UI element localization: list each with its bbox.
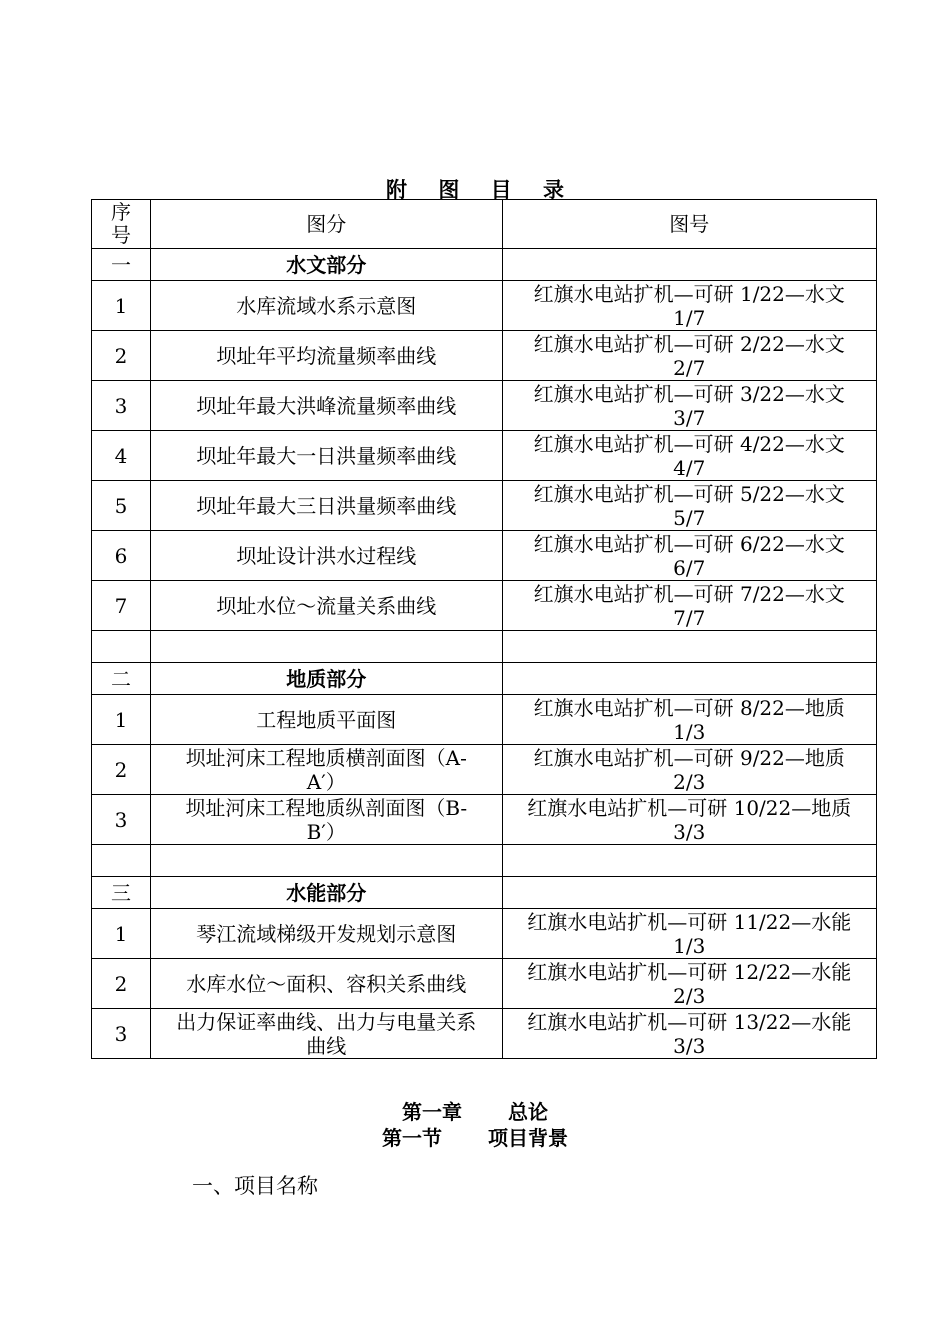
- section-heading: [0, 1122, 950, 1151]
- row-seq: 5: [92, 481, 151, 531]
- table-row: [92, 531, 877, 581]
- header-code: 图号: [502, 200, 877, 249]
- row-seq: 3: [92, 381, 151, 431]
- table-row: [92, 581, 877, 631]
- table-row: [92, 281, 877, 331]
- row-seq: 1: [92, 695, 151, 745]
- empty-row: [92, 845, 877, 877]
- row-name: 坝址年最大一日洪量频率曲线: [151, 431, 502, 481]
- appendix-table: [91, 199, 877, 1059]
- row-name: 坝址年最大洪峰流量频率曲线: [151, 381, 502, 431]
- row-name: 坝址水位～流量关系曲线: [151, 581, 502, 631]
- header-seq: 序号: [92, 200, 151, 249]
- row-name: 水库流域水系示意图: [151, 281, 502, 331]
- row-code: 红旗水电站扩机—可研 11/22—水能 1/3: [502, 909, 877, 959]
- row-name: 琴江流域梯级开发规划示意图: [151, 909, 502, 959]
- table-row: [92, 381, 877, 431]
- section-name-heading: 项目背景: [488, 1126, 568, 1150]
- row-seq: 3: [92, 1009, 151, 1059]
- row-code: 红旗水电站扩机—可研 9/22—地质 2/3: [502, 745, 877, 795]
- row-code: 红旗水电站扩机—可研 1/22—水文 1/7: [502, 281, 877, 331]
- title-char: 录: [542, 178, 564, 202]
- table-row: [92, 745, 877, 795]
- row-code: 红旗水电站扩机—可研 5/22—水文 5/7: [502, 481, 877, 531]
- row-code: 红旗水电站扩机—可研 6/22—水文 6/7: [502, 531, 877, 581]
- title-char: 附: [386, 178, 408, 202]
- section-seq: 三: [92, 877, 151, 909]
- row-code: 红旗水电站扩机—可研 2/22—水文 2/7: [502, 331, 877, 381]
- row-seq: 2: [92, 959, 151, 1009]
- row-code: 红旗水电站扩机—可研 8/22—地质 1/3: [502, 695, 877, 745]
- row-seq: 2: [92, 331, 151, 381]
- table-row: [92, 1009, 877, 1059]
- section-name: 水文部分: [151, 249, 502, 281]
- row-seq: 7: [92, 581, 151, 631]
- empty-row: [92, 631, 877, 663]
- section-row: [92, 877, 877, 909]
- section-name: 地质部分: [151, 663, 502, 695]
- row-code: 红旗水电站扩机—可研 13/22—水能 3/3: [502, 1009, 877, 1059]
- row-code: 红旗水电站扩机—可研 10/22—地质 3/3: [502, 795, 877, 845]
- row-seq: 4: [92, 431, 151, 481]
- table-row: [92, 695, 877, 745]
- title-char: 目: [490, 178, 512, 202]
- row-code: 红旗水电站扩机—可研 12/22—水能 2/3: [502, 959, 877, 1009]
- row-name: 坝址河床工程地质纵剖面图（B-B′）: [151, 795, 502, 845]
- row-code: 红旗水电站扩机—可研 7/22—水文 7/7: [502, 581, 877, 631]
- table-row: [92, 431, 877, 481]
- row-name: 工程地质平面图: [151, 695, 502, 745]
- chapter-heading: [0, 1096, 950, 1125]
- row-name: 坝址设计洪水过程线: [151, 531, 502, 581]
- table-row: [92, 795, 877, 845]
- section-name: 水能部分: [151, 877, 502, 909]
- row-seq: 2: [92, 745, 151, 795]
- row-name: 坝址年平均流量频率曲线: [151, 331, 502, 381]
- row-name: 坝址年最大三日洪量频率曲线: [151, 481, 502, 531]
- row-name: 出力保证率曲线、出力与电量关系曲线: [151, 1009, 502, 1059]
- row-seq: 6: [92, 531, 151, 581]
- table-row: [92, 481, 877, 531]
- section-number: 第一节: [382, 1126, 442, 1150]
- subsection-heading: 一、项目名称: [192, 1174, 318, 1198]
- row-code: 红旗水电站扩机—可研 3/22—水文 3/7: [502, 381, 877, 431]
- row-name: 水库水位～面积、容积关系曲线: [151, 959, 502, 1009]
- section-seq: 二: [92, 663, 151, 695]
- title-char: 图: [438, 178, 460, 202]
- chapter-name: 总论: [508, 1100, 548, 1124]
- section-row: [92, 663, 877, 695]
- row-seq: 1: [92, 909, 151, 959]
- table-row: [92, 959, 877, 1009]
- header-name: 图分: [151, 200, 502, 249]
- chapter-number: 第一章: [402, 1100, 462, 1124]
- table-row: [92, 909, 877, 959]
- section-seq: 一: [92, 249, 151, 281]
- row-code: 红旗水电站扩机—可研 4/22—水文 4/7: [502, 431, 877, 481]
- row-seq: 3: [92, 795, 151, 845]
- table-row: [92, 331, 877, 381]
- section-row: [92, 249, 877, 281]
- table-header-row: [92, 200, 877, 249]
- row-seq: 1: [92, 281, 151, 331]
- row-name: 坝址河床工程地质横剖面图（A-A′）: [151, 745, 502, 795]
